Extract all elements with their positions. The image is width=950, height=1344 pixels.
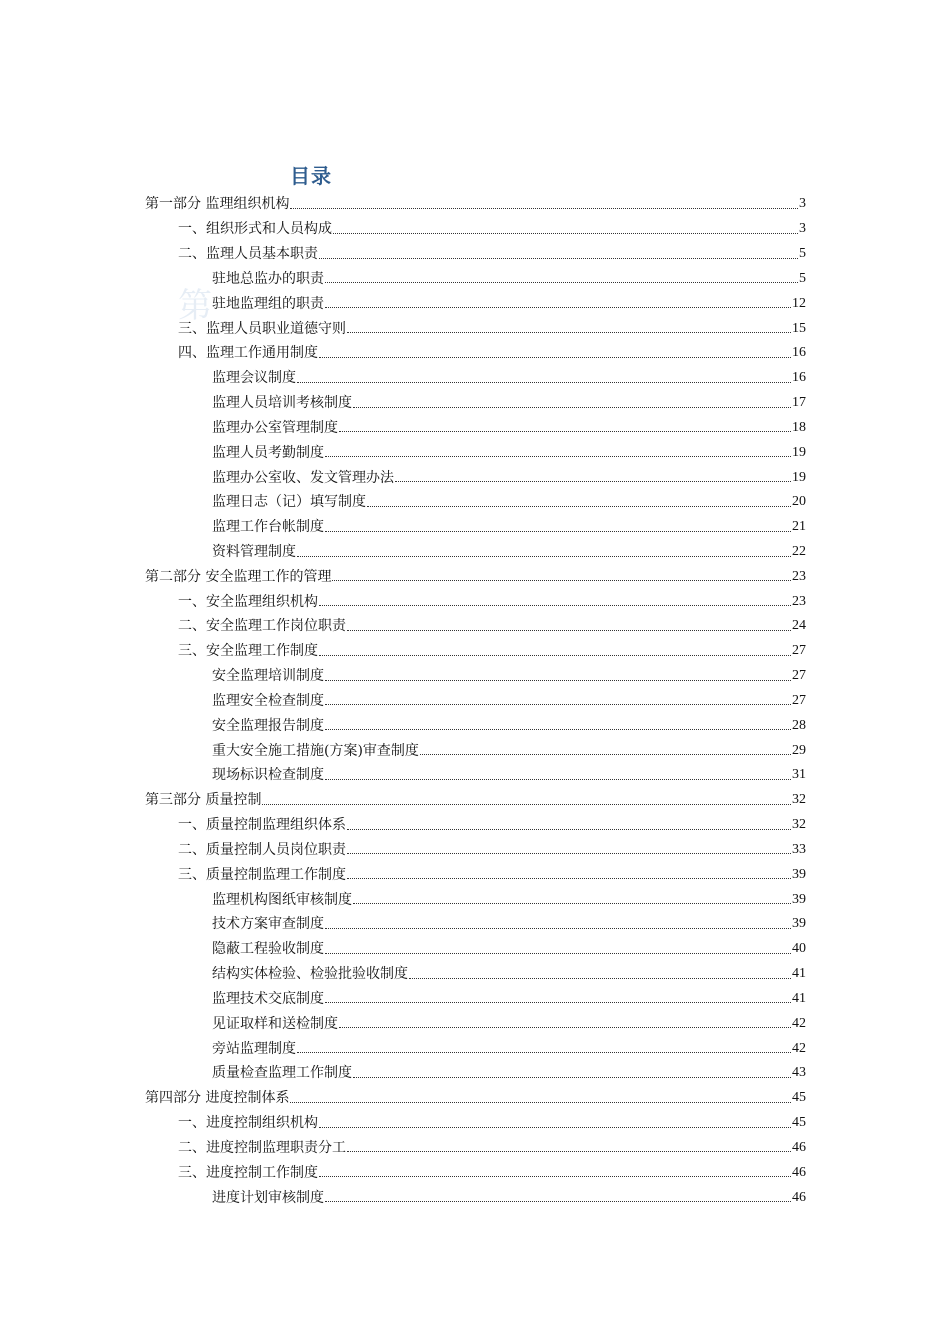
toc-entry[interactable] xyxy=(145,564,806,589)
toc-entry[interactable] xyxy=(145,689,806,714)
toc-entry[interactable] xyxy=(145,465,806,490)
toc-entry[interactable] xyxy=(145,763,806,788)
toc-entry-label: 三、进度控制工作制度 xyxy=(178,1164,318,1181)
toc-entry-label: 现场标识检查制度 xyxy=(212,767,324,784)
toc-entry-label: 安全监理报告制度 xyxy=(212,717,324,734)
toc-entry-label: 重大安全施工措施(方案)审查制度 xyxy=(212,742,419,759)
toc-entry-page-number: 16 xyxy=(792,345,806,361)
toc-dot-leader xyxy=(319,357,791,358)
toc-entry-label: 第四部分 进度控制体系 xyxy=(145,1090,290,1107)
toc-entry[interactable] xyxy=(145,291,806,316)
toc-dot-leader xyxy=(339,431,791,432)
toc-dot-leader xyxy=(325,704,791,705)
toc-entry-label: 驻地总监办的职责 xyxy=(212,270,324,287)
toc-dot-leader xyxy=(353,903,791,904)
toc-dot-leader xyxy=(325,456,791,457)
toc-entry-page-number: 40 xyxy=(792,941,806,957)
toc-entry-page-number: 41 xyxy=(792,990,806,1006)
toc-entry-label: 质量检查监理工作制度 xyxy=(212,1065,352,1082)
toc-entry-label: 驻地监理组的职责 xyxy=(212,295,324,312)
toc-entry-page-number: 17 xyxy=(792,395,806,411)
toc-entry-page-number: 46 xyxy=(792,1164,806,1180)
toc-entry-page-number: 21 xyxy=(792,519,806,535)
toc-entry-page-number: 15 xyxy=(792,320,806,336)
toc-entry-page-number: 20 xyxy=(792,494,806,510)
toc-dot-leader xyxy=(325,531,791,532)
watermark: 第 xyxy=(178,286,212,326)
toc-entry[interactable] xyxy=(145,1185,806,1210)
toc-dot-leader xyxy=(353,1077,791,1078)
toc-dot-leader xyxy=(353,407,791,408)
toc-entry-page-number: 3 xyxy=(799,221,806,237)
toc-entry[interactable] xyxy=(145,316,806,341)
toc-entry-page-number: 27 xyxy=(792,643,806,659)
toc-title: 目录 xyxy=(290,164,332,188)
toc-entry-label: 监理技术交底制度 xyxy=(212,990,324,1007)
toc-entry[interactable] xyxy=(145,192,806,217)
toc-entry-label: 进度计划审核制度 xyxy=(212,1189,324,1206)
toc-entry[interactable] xyxy=(145,515,806,540)
toc-entry-label: 见证取样和送检制度 xyxy=(212,1015,338,1032)
toc-dot-leader xyxy=(339,1027,791,1028)
toc-entry[interactable] xyxy=(145,1160,806,1185)
toc-entry[interactable] xyxy=(145,713,806,738)
toc-entry-label: 二、监理人员基本职责 xyxy=(178,246,318,263)
toc-entry-page-number: 27 xyxy=(792,692,806,708)
toc-dot-leader xyxy=(325,282,798,283)
toc-dot-leader xyxy=(325,1002,791,1003)
toc-entry-page-number: 5 xyxy=(799,270,806,286)
toc-entry-page-number: 31 xyxy=(792,767,806,783)
toc-dot-leader xyxy=(297,556,791,557)
toc-dot-leader xyxy=(367,506,791,507)
toc-dot-leader xyxy=(262,804,791,805)
toc-entry[interactable] xyxy=(145,490,806,515)
toc-entry-label: 三、安全监理工作制度 xyxy=(178,643,318,660)
toc-entry[interactable] xyxy=(145,1036,806,1061)
toc-entry-label: 监理会议制度 xyxy=(212,370,296,387)
toc-entry[interactable] xyxy=(145,440,806,465)
toc-entry-page-number: 3 xyxy=(799,196,806,212)
toc-entry-page-number: 12 xyxy=(792,295,806,311)
toc-entry-label: 技术方案审查制度 xyxy=(212,916,324,933)
toc-entry-page-number: 27 xyxy=(792,668,806,684)
toc-dot-leader xyxy=(395,481,791,482)
toc-entry-label: 资料管理制度 xyxy=(212,544,296,560)
toc-entry[interactable] xyxy=(145,887,806,912)
toc-entry-page-number: 22 xyxy=(792,544,806,559)
toc-entry[interactable] xyxy=(145,738,806,763)
toc-entry-label: 监理安全检查制度 xyxy=(212,692,324,709)
toc-entry-page-number: 5 xyxy=(799,246,806,262)
toc-dot-leader xyxy=(347,878,791,879)
toc-entry-page-number: 23 xyxy=(792,568,806,584)
toc-entry[interactable] xyxy=(145,266,806,291)
toc-entry-page-number: 19 xyxy=(792,444,806,460)
toc-entry-label: 监理办公室收、发文管理办法 xyxy=(212,469,394,486)
toc-entry-label: 二、质量控制人员岗位职责 xyxy=(178,841,346,858)
toc-entry-label: 二、安全监理工作岗位职责 xyxy=(178,618,346,635)
toc-entry-page-number: 32 xyxy=(792,792,806,808)
toc-dot-leader xyxy=(409,978,791,979)
toc-entry[interactable] xyxy=(145,987,806,1012)
toc-entry-page-number: 24 xyxy=(792,618,806,634)
toc-entry-page-number: 41 xyxy=(792,966,806,982)
toc-entry-page-number: 39 xyxy=(792,866,806,882)
toc-entry-label: 监理日志（记）填写制度 xyxy=(212,494,366,511)
toc-entry-page-number: 28 xyxy=(792,717,806,733)
toc-entry-page-number: 42 xyxy=(792,1015,806,1031)
toc-entry[interactable] xyxy=(145,217,806,242)
toc-entry-page-number: 23 xyxy=(792,593,806,609)
toc-entry-page-number: 19 xyxy=(792,469,806,485)
toc-dot-leader xyxy=(297,382,791,383)
toc-dot-leader xyxy=(325,779,791,780)
toc-entry-label: 隐蔽工程验收制度 xyxy=(212,941,324,958)
toc-dot-leader xyxy=(347,630,791,631)
toc-entry-page-number: 18 xyxy=(792,419,806,435)
toc-entry[interactable] xyxy=(145,1011,806,1036)
toc-entry-label: 第二部分 安全监理工作的管理 xyxy=(145,568,332,585)
toc-entry-label: 一、组织形式和人员构成 xyxy=(178,221,332,238)
toc-entry-label: 一、安全监理组织机构 xyxy=(178,593,318,610)
toc-entry[interactable] xyxy=(145,1135,806,1160)
toc-entry-label: 一、质量控制监理组织体系 xyxy=(178,817,346,834)
toc-dot-leader xyxy=(319,655,791,656)
toc-dot-leader xyxy=(347,1151,791,1152)
toc-entry-page-number: 46 xyxy=(792,1139,806,1155)
toc-entry-page-number: 39 xyxy=(792,891,806,907)
toc-entry[interactable] xyxy=(145,1086,806,1111)
toc-entry-label: 旁站监理制度 xyxy=(212,1040,296,1057)
toc-entry[interactable] xyxy=(145,1061,806,1086)
toc-entry[interactable] xyxy=(145,366,806,391)
toc-entry[interactable] xyxy=(145,341,806,366)
toc-entry-label: 监理办公室管理制度 xyxy=(212,419,338,436)
toc-entry-label: 三、监理人员职业道德守则 xyxy=(178,320,346,337)
toc-entry-label: 安全监理培训制度 xyxy=(212,668,324,685)
toc-entry[interactable] xyxy=(145,391,806,416)
toc-dot-leader xyxy=(319,258,798,259)
toc-entry[interactable] xyxy=(145,242,806,267)
toc-entry-page-number: 42 xyxy=(792,1040,806,1056)
toc-dot-leader xyxy=(420,754,791,755)
toc-dot-leader xyxy=(319,1176,791,1177)
toc-entry-label: 监理工作台帐制度 xyxy=(212,519,324,536)
toc-entry-label: 二、进度控制监理职责分工 xyxy=(178,1139,346,1156)
toc-entry[interactable] xyxy=(145,838,806,863)
toc-entry-page-number: 16 xyxy=(792,370,806,386)
toc-dot-leader xyxy=(333,233,798,234)
toc-dot-leader xyxy=(325,307,791,308)
toc-entry-page-number: 46 xyxy=(792,1189,806,1205)
table-of-contents xyxy=(145,192,806,1210)
toc-dot-leader xyxy=(325,953,791,954)
toc-entry[interactable] xyxy=(145,937,806,962)
toc-entry-page-number: 32 xyxy=(792,817,806,833)
toc-entry-label: 监理机构图纸审核制度 xyxy=(212,891,352,908)
toc-dot-leader xyxy=(347,829,791,830)
toc-entry-label: 结构实体检验、检验批验收制度 xyxy=(212,966,408,983)
toc-entry[interactable] xyxy=(145,962,806,987)
toc-entry-label: 监理人员培训考核制度 xyxy=(212,395,352,412)
toc-dot-leader xyxy=(297,1052,791,1053)
toc-entry[interactable] xyxy=(145,664,806,689)
toc-entry[interactable] xyxy=(145,813,806,838)
toc-dot-leader xyxy=(319,1127,791,1128)
toc-dot-leader xyxy=(325,928,791,929)
toc-entry[interactable] xyxy=(145,1111,806,1136)
toc-entry-page-number: 45 xyxy=(792,1115,806,1131)
toc-entry[interactable] xyxy=(145,639,806,664)
toc-dot-leader xyxy=(332,580,791,581)
toc-entry-page-number: 45 xyxy=(792,1090,806,1106)
toc-dot-leader xyxy=(325,680,791,681)
toc-dot-leader xyxy=(290,1102,791,1103)
toc-entry-page-number: 39 xyxy=(792,916,806,932)
toc-entry-page-number: 43 xyxy=(792,1065,806,1081)
toc-entry-page-number: 33 xyxy=(792,841,806,857)
toc-entry[interactable] xyxy=(145,912,806,937)
toc-entry-label: 三、质量控制监理工作制度 xyxy=(178,866,346,883)
toc-entry[interactable] xyxy=(145,788,806,813)
toc-entry[interactable] xyxy=(145,614,806,639)
toc-dot-leader xyxy=(347,853,791,854)
toc-entry-label: 四、监理工作通用制度 xyxy=(178,345,318,362)
toc-entry[interactable] xyxy=(145,415,806,440)
toc-dot-leader xyxy=(347,332,791,333)
toc-entry-label: 第三部分 质量控制 xyxy=(145,792,262,809)
toc-entry-label: 一、进度控制组织机构 xyxy=(178,1115,318,1132)
toc-entry-label: 监理人员考勤制度 xyxy=(212,444,324,461)
toc-entry-page-number: 29 xyxy=(792,742,806,758)
toc-entry[interactable] xyxy=(145,589,806,614)
toc-dot-leader xyxy=(325,1201,791,1202)
toc-dot-leader xyxy=(325,729,791,730)
toc-entry-label: 第一部分 监理组织机构 xyxy=(145,196,290,213)
toc-entry[interactable] xyxy=(145,862,806,887)
toc-dot-leader xyxy=(319,605,791,606)
toc-entry[interactable] xyxy=(145,540,806,565)
toc-dot-leader xyxy=(290,208,798,209)
